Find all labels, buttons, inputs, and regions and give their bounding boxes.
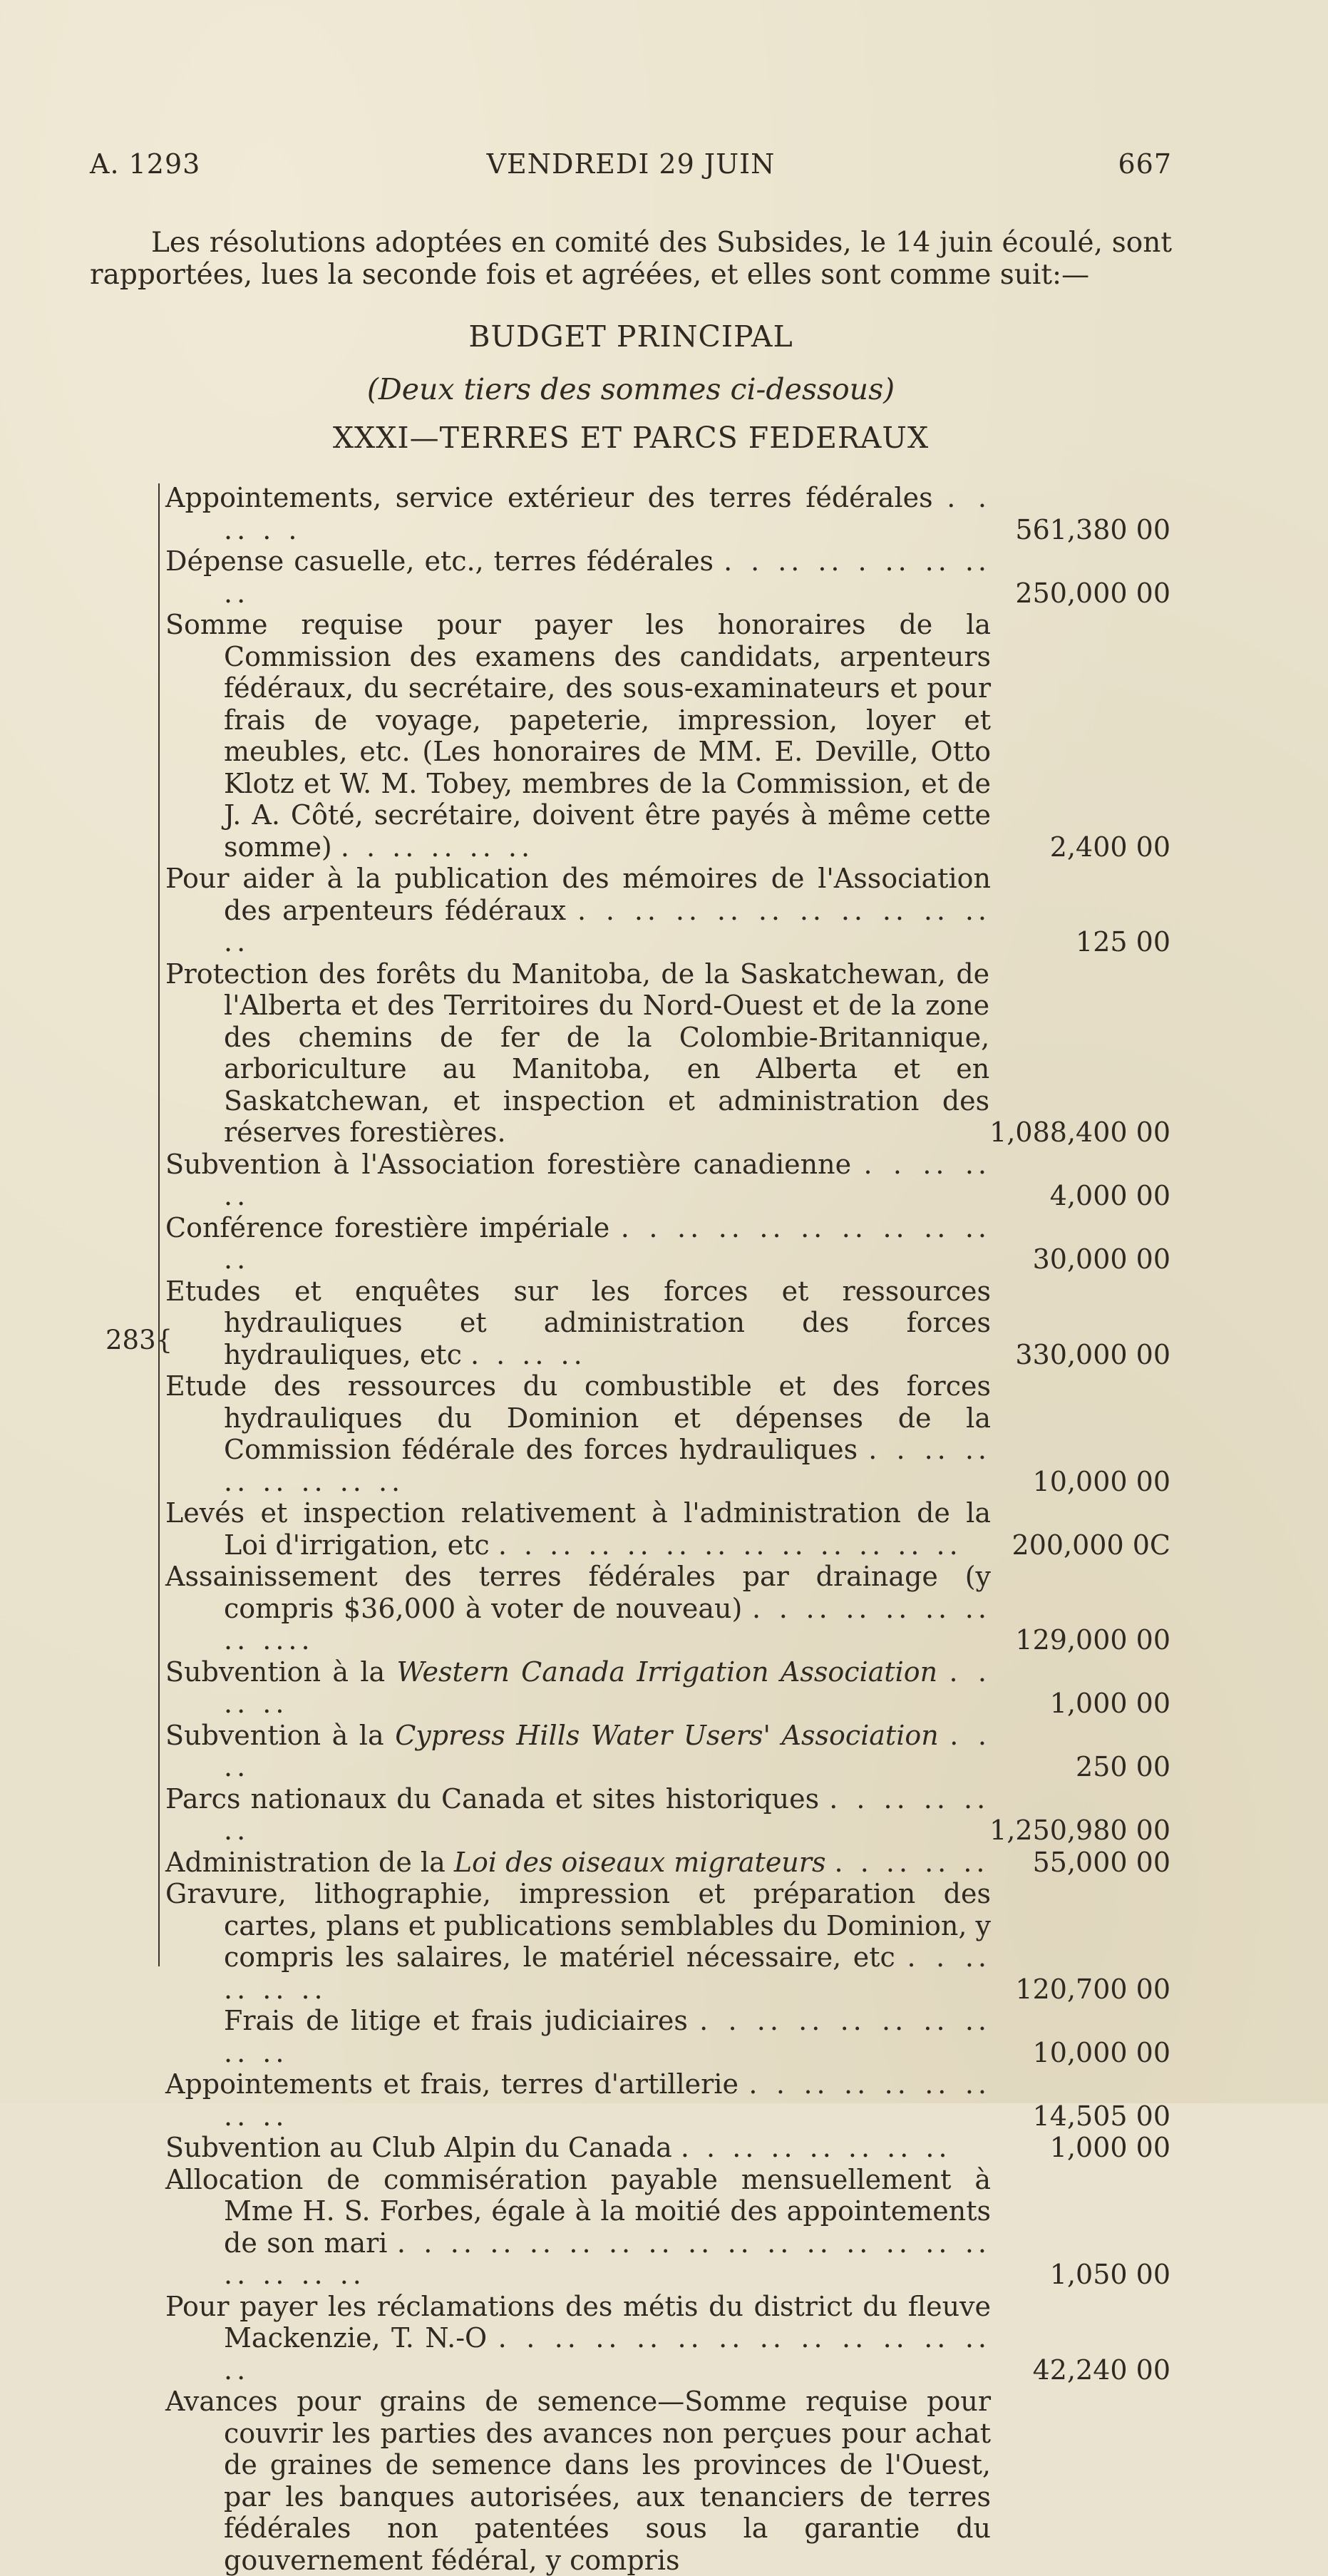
item-description: Subvention au Club Alpin du Canada . . .. .. .. .. .. .. — [165, 2132, 952, 2163]
page-number: 667 — [1118, 148, 1172, 180]
item-description: Assainissement des terres fédérales par drainage (y compris $36,000 à voter de nouveau) . . .. .. .. .. .. .. .... — [165, 1561, 991, 1656]
budget-item — [165, 1720, 1172, 1783]
budget-item — [165, 1878, 1172, 2005]
item-amount: 250 00 — [1076, 1751, 1170, 1782]
item-description: Allocation de commisération payable mensuellement à Mme H. S. Forbes, égale à la moitié des appointements de son mari . . .. .. .. .. .. .. .. .. .. .. .. .. .. .. .. .. .. .. — [165, 2163, 991, 2290]
budget-item — [165, 1212, 1172, 1276]
item-amount: 200,000 0C — [1012, 1529, 1170, 1561]
item-description: Subvention à la Western Canada Irrigation Association . . .. .. — [165, 1656, 991, 1719]
page-date: VENDREDI 29 JUIN — [486, 148, 776, 180]
item-amount: 1,050 00 — [1049, 2259, 1170, 2290]
item-amount: 561,380 00 — [1015, 513, 1170, 545]
page-header — [90, 148, 1172, 187]
item-description: Administration de la Loi des oiseaux migrateurs . . .. .. .. — [165, 1846, 989, 1878]
section-title: XXXI—TERRES ET PARCS FEDERAUX — [332, 421, 930, 455]
item-amount: 55,000 00 — [1032, 1846, 1170, 1878]
item-description: Avances pour grains de semence—Somme requise pour couvrir les parties des avances non perçues pour achat de graines de semence dans les provinces de l'Ouest, par les banques autorisées, aux tenanciers de terres fédérales non patentées sous la garantie du gouvernement fédéral, y compris — [165, 2386, 991, 2576]
item-description: Etude des ressources du combustible et des forces hydrauliques du Dominion et dépenses de la Commission fédérale des forces hydrauliques . . .. .. .. .. .. .. .. — [165, 1370, 991, 1497]
budget-item — [165, 2068, 1172, 2132]
item-amount: 4,000 00 — [1049, 1180, 1170, 1211]
item-amount: 10,000 00 — [1032, 2036, 1170, 2068]
item-description: Frais de litige et frais judiciaires . . .. .. .. .. .. .. .. .. — [224, 2005, 991, 2068]
budget-subtitle: (Deux tiers des sommes ci-dessous) — [366, 372, 895, 406]
item-description: Pour aider à la publication des mémoires de l'Association des arpenteurs fédéraux . . .. .. .. .. .. .. .. .. .. .. — [165, 863, 991, 958]
item-amount: 1,000 00 — [1049, 1688, 1170, 1719]
document-number: A. 1293 — [90, 148, 201, 180]
budget-item — [165, 2164, 1172, 2291]
item-description: Subvention à la Cypress Hills Water Users' Association . . .. — [165, 1719, 991, 1782]
budget-item — [165, 1656, 1172, 1720]
budget-item — [165, 545, 1172, 609]
item-description: Pour payer les réclamations des métis du district du fleuve Mackenzie, T. N.-O . . .. .. .. .. .. .. .. .. .. .. .. .. — [165, 2290, 991, 2386]
budget-item — [165, 2386, 1172, 2576]
budget-item — [165, 2291, 1172, 2386]
item-amount: 2,400 00 — [1049, 831, 1170, 863]
item-description: Levés et inspection relativement à l'administration de la Loi d'irrigation, etc . . .. .. .. .. .. .. .. .. .. .. .. — [165, 1497, 991, 1561]
item-description: Somme requise pour payer les honoraires de la Commission des examens des candidats, arpenteurs fédéraux, du secrétaire, des sous-examinateurs et pour frais de voyage, papeterie, impression, loyer et meubles, etc. (Les honoraires de MM. E. Deville, Otto Klotz et W. M. Tobey, membres de la Commission, et de J. A. Côté, secrétaire, doivent être payés à même cette somme) . . .. .. .. .. — [165, 609, 991, 863]
budget-item — [165, 2132, 1172, 2164]
budget-item — [165, 1276, 1172, 1371]
budget-item — [165, 1497, 1172, 1561]
brace-line — [158, 483, 164, 1966]
item-description: Parcs nationaux du Canada et sites historiques . . .. .. .. .. — [165, 1782, 990, 1846]
item-description: Gravure, lithographie, impression et préparation des cartes, plans et publications semblables du Dominion, y compris les salaires, le matériel nécessaire, etc . . .. .. .. .. — [165, 1878, 991, 2005]
budget-item — [165, 1783, 1172, 1847]
budget-item — [165, 1847, 1172, 1879]
brace-number: 283{ — [105, 1325, 173, 1355]
item-amount: 1,000 00 — [1049, 2132, 1170, 2163]
item-amount: 330,000 00 — [1015, 1338, 1170, 1370]
intro-paragraph: Les résolutions adoptées en comité des Subsides, le 14 juin écoulé, sont rapportées, lues la seconde fois et agréées, et elles sont comme suit:— — [90, 227, 1172, 291]
budget-item — [165, 1149, 1172, 1212]
item-amount: 42,240 00 — [1032, 2354, 1170, 2386]
budget-item — [165, 1561, 1172, 1656]
item-amount: 125 00 — [1076, 926, 1170, 958]
item-amount: 30,000 00 — [1032, 1243, 1170, 1275]
budget-title: BUDGET PRINCIPAL — [468, 319, 793, 354]
item-description: Dépense casuelle, etc., terres fédérales . . .. .. . .. .. .. .. — [165, 545, 991, 609]
budget-items-list — [165, 482, 1172, 2576]
item-description: Etudes et enquêtes sur les forces et ressources hydrauliques et administration des forces hydrauliques, etc . . .. .. — [165, 1275, 991, 1370]
item-amount: 250,000 00 — [1015, 577, 1170, 609]
item-amount: 120,700 00 — [1015, 1973, 1170, 2005]
budget-item — [165, 1370, 1172, 1497]
item-description: Appointements et frais, terres d'artillerie . . .. .. .. .. .. .. .. — [165, 2068, 991, 2132]
budget-item — [165, 482, 1172, 545]
budget-item — [165, 2005, 1172, 2068]
item-amount: 129,000 00 — [1015, 1624, 1170, 1656]
budget-item — [165, 958, 1172, 1149]
item-amount: 1,250,980 00 — [989, 1815, 1170, 1846]
item-amount: 1,088,400 00 — [989, 1117, 1170, 1148]
item-amount: 14,505 00 — [1032, 2100, 1170, 2132]
budget-item — [165, 863, 1172, 958]
budget-item — [165, 609, 1172, 863]
item-description: Protection des forêts du Manitoba, de la Saskatchewan, de l'Alberta et des Territoires du Nord-Ouest et de la zone des chemins de fer de la Colombie-Britannique, arboriculture au Manitoba, en Alberta et en Saskatchewan, et inspection et administration des réserves forestières. — [165, 958, 990, 1148]
item-description: Subvention à l'Association forestière canadienne . . .. .. .. — [165, 1148, 991, 1211]
item-description: Conférence forestière impériale . . .. .. .. .. .. .. .. .. .. — [165, 1211, 992, 1275]
item-description: Appointements, service extérieur des terres fédérales . . .. . . — [165, 482, 991, 545]
item-amount: 10,000 00 — [1032, 1465, 1170, 1497]
